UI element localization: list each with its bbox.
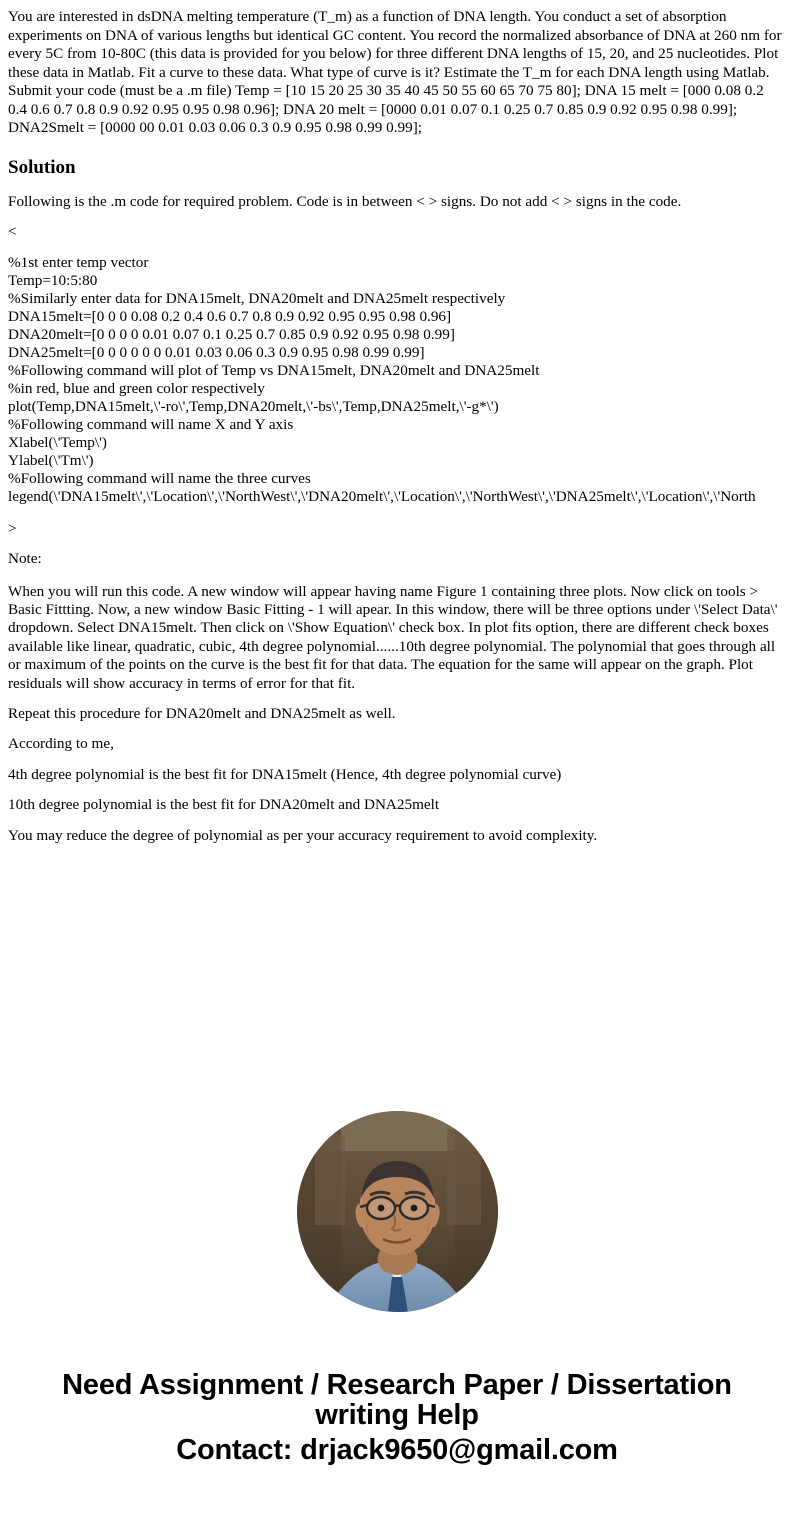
code-close-marker: > bbox=[8, 519, 17, 537]
footer-line-1: Need Assignment / Research Paper / Dissertation bbox=[62, 1368, 732, 1401]
note-label: Note: bbox=[8, 550, 42, 568]
footer-contact bbox=[8, 1370, 786, 1483]
code-line: DNA25melt=[0 0 0 0 0 0 0.01 0.03 0.06 0.3 0.9 0.95 0.98 0.99 0.99] bbox=[8, 343, 425, 361]
code-line: %Following command will name X and Y axis bbox=[8, 415, 294, 433]
code-line: legend(\'DNA15melt\',\'Location\',\'NorthWest\',\'DNA20melt\',\'Location\',\'NorthWest\',\'DNA25melt\',\'Location\',\'North bbox=[8, 487, 756, 505]
code-line: Temp=10:5:80 bbox=[8, 271, 98, 289]
avatar-container bbox=[8, 1111, 786, 1312]
matlab-code-block bbox=[8, 254, 786, 506]
code-line: Xlabel(\'Temp\') bbox=[8, 433, 107, 451]
explanation-paragraph: According to me, bbox=[8, 735, 114, 753]
explanation-paragraph: 4th degree polynomial is the best fit for DNA15melt (Hence, 4th degree polynomial curve) bbox=[8, 765, 562, 783]
question-prompt: You are interested in dsDNA melting temperature (T_m) as a function of DNA length. You conduct a set of absorption experiments on DNA of various lengths but identical GC content. You record the normalized absorbance of DNA at 260 nm for every 5C from 10-80C (this data is provided for you below) for three different DNA lengths of 15, 20, and 25 nucleotides. Plot these data in Matlab. Fit a curve to these data. What type of curve is it? Estimate the T_m for each DNA length using Matlab. Submit your code (must be a .m file) Temp = [10 15 20 25 30 35 40 45 50 55 60 65 70 75 80]; DNA 15 melt = [000 0.08 0.2 0.4 0.6 0.7 0.8 0.9 0.92 0.95 0.95 0.98 0.96]; DNA 20 melt = [0000 0.01 0.07 0.1 0.25 0.7 0.85 0.9 0.92 0.95 0.98 0.99]; DNA2Smelt = [0000 00 0.01 0.03 0.06 0.3 0.9 0.95 0.98 0.99 0.99]; bbox=[8, 8, 782, 137]
solution-intro: Following is the .m code for required problem. Code is in between < > signs. Do not add < > signs in the code. bbox=[8, 193, 682, 210]
code-line: Ylabel(\'Tm\') bbox=[8, 451, 94, 469]
code-line: %Following command will name the three curves bbox=[8, 469, 311, 487]
vertical-spacer bbox=[8, 857, 786, 1087]
solution-heading: Solution bbox=[8, 156, 76, 178]
explanation-paragraph: When you will run this code. A new window will appear having name Figure 1 containing three plots. Now click on tools > Basic Fittting. Now, a new window Basic Fitting - 1 will apear. In this window, there will be three options under \'Select Data\' dropdown. Select DNA15melt. Then click on \'Show Equation\' check box. In plot fits option, there are different check boxes available like linear, quadratic, cubic, 4th degree polynomial......10th degree polynomial. The polynomial that goes through all or maximum of the points on the curve is the best fit for that data. The equation for the same will appear on the graph. Plot residuals will show accuracy in terms of error for that fit. bbox=[8, 582, 778, 692]
footer-contact-email: Contact: drjack9650@gmail.com bbox=[176, 1433, 618, 1466]
avatar bbox=[297, 1111, 498, 1312]
explanation-paragraph: Repeat this procedure for DNA20melt and DNA25melt as well. bbox=[8, 704, 396, 722]
explanation-paragraph: 10th degree polynomial is the best fit for DNA20melt and DNA25melt bbox=[8, 796, 440, 814]
explanation-paragraph: You may reduce the degree of polynomial as per your accuracy requirement to avoid complexity. bbox=[8, 826, 598, 844]
footer-line-2: writing Help bbox=[315, 1399, 479, 1432]
code-line: %Following command will plot of Temp vs DNA15melt, DNA20melt and DNA25melt bbox=[8, 361, 540, 379]
code-open-marker: < bbox=[8, 223, 17, 241]
code-line: DNA15melt=[0 0 0 0.08 0.2 0.4 0.6 0.7 0.8 0.9 0.92 0.95 0.95 0.98 0.96] bbox=[8, 307, 452, 325]
code-line: %in red, blue and green color respectively bbox=[8, 379, 265, 397]
portrait-photo-icon bbox=[297, 1111, 498, 1312]
code-line: plot(Temp,DNA15melt,\'-ro\',Temp,DNA20melt,\'-bs\',Temp,DNA25melt,\'-g*\') bbox=[8, 397, 499, 415]
code-line: %Similarly enter data for DNA15melt, DNA20melt and DNA25melt respectively bbox=[8, 289, 506, 307]
code-line: DNA20melt=[0 0 0 0 0.01 0.07 0.1 0.25 0.7 0.85 0.9 0.92 0.95 0.98 0.99] bbox=[8, 325, 455, 343]
code-line: %1st enter temp vector bbox=[8, 253, 149, 271]
